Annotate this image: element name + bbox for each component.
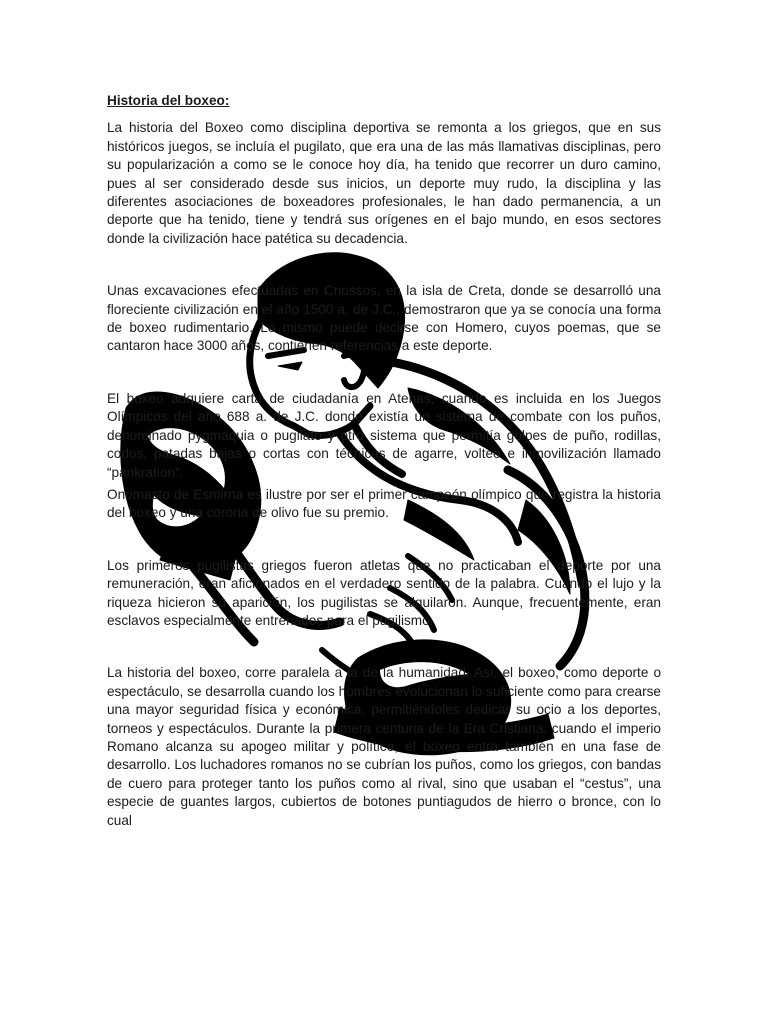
document-body bbox=[107, 92, 661, 830]
document-title: Historia del boxeo: bbox=[107, 93, 230, 108]
paragraph-1: La historia del Boxeo como disciplina deportiva se remonta a los griegos, que en sus históricos juegos, se incluía el pugilato, que era una de las más llamativas disciplinas, pero su popularización a como se le conoce hoy día, ha tenido que recorrer un duro camino, pues al ser considerado desde sus inicios, un deporte muy rudo, la disciplina y las diferentes asociaciones de boxeadores profesionales, le han dado permanencia, a un deporte que ha tenido, tiene y tendrá sus orígenes en el bajo mundo, en esos sectores donde la civilización hace patética su decadencia. bbox=[107, 120, 661, 246]
paragraph-3: El boxeo adquiere carta de ciudadanía en Atenas, cuando es incluida en los Juegos Olímpicos del año 688 a. de J.C. donde existía un sistema de combate con los puños, denominado pygmaquia o pugilato y otro sistema que permitía golpes de puño, rodillas, codos, patadas bajas o cortas con técnicas de agarre, volteo e inmovilización llamado “pankration”. bbox=[107, 390, 661, 480]
paragraph-2: Unas excavaciones efectuadas en Cnossos, en la isla de Creta, donde se desarrolló una floreciente civilización en el año 1500 a. de J.C., demostraron que ya se conocía una forma de boxeo rudimentario. Lo mismo puede decirse con Homero, cuyos poemas, que se cantaron hace 3000 años, contienen referencias a este deporte. bbox=[107, 283, 661, 354]
paragraph-5: Los primeros pugilistas griegos fueron atletas que no practicaban el deporte por una remuneración, eran aficionados en el verdadero sentido de la palabra. Cuando el lujo y la riqueza hicieron su aparición, los pugilistas se alquilaron. Aunque, frecuentemente, eran esclavos especialmente entrenados para el pugilismo. bbox=[107, 557, 661, 628]
paragraph-4: Onomasto de Esmirna es ilustre por ser el primer campeón olímpico que registra la historia del boxeo y una corona de olivo fue su premio. bbox=[107, 486, 661, 521]
paragraph-6: La historia del boxeo, corre paralela a la de la humanidad. Así, el boxeo, como deporte o espectáculo, se desarrolla cuando los hombres evolucionan lo suficiente como para crearse una mayor seguridad física y económica, permitiéndoles dedicar su ocio a los deportes, torneos y espectáculos. Durante la primera centuria de la Era Cristiana, cuando el imperio Romano alcanza su apogeo militar y político, el boxeo entra también en una fase de desarrollo. Los luchadores romanos no se cubrían los puños, como los griegos, con bandas de cuero para proteger tanto los puños como al rival, sino que usaban el “cestus”, una especie de guantes largos, cubiertos de botones puntiagudos de hierro o bronce, con lo cual bbox=[107, 665, 661, 828]
